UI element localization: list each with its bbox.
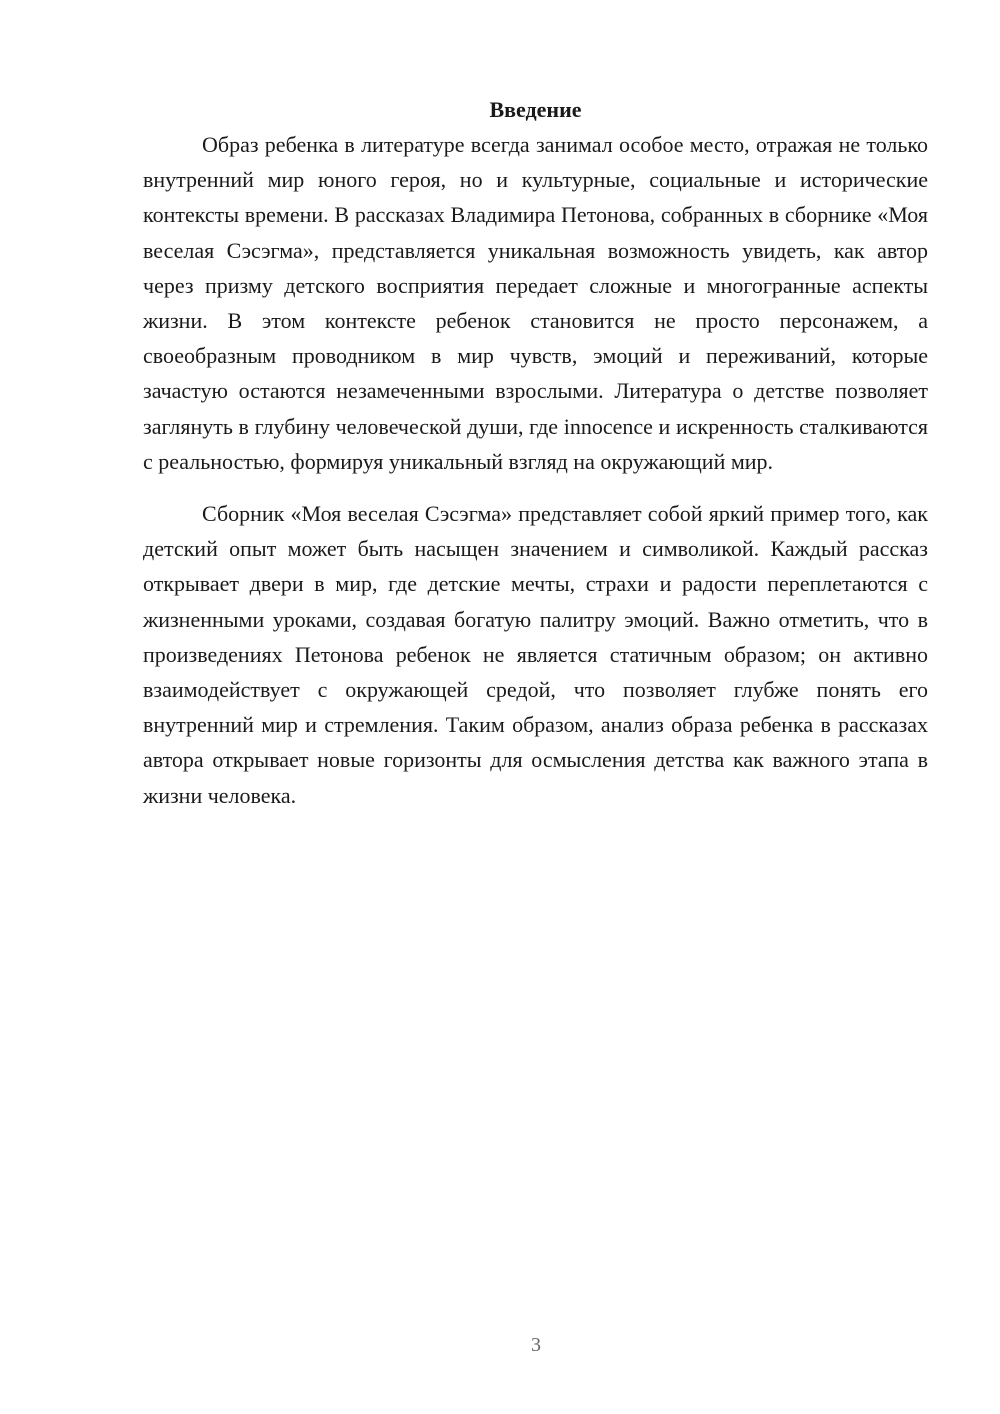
body-paragraph-1: Образ ребенка в литературе всегда занимал особое место, отражая не только внутренний мир юного героя, но и культурные, социальные и исторические контексты времени. В рассказах Владимира Петонова, собранных в сборнике «Моя веселая Сэсэгма», представляется уникальная возможность увидеть, как автор через призму детского восприятия передает сложные и многогранные аспекты жизни. В этом контексте ребенок становится не просто персонажем, а своеобразным проводником в мир чувств, эмоций и переживаний, которые зачастую остаются незамеченными взрослыми. Литература о детстве позволяет заглянуть в глубину человеческой души, где innocence и искренность сталкиваются с реальностью, формируя уникальный взгляд на окружающий мир.: [143, 132, 928, 474]
page-content: [143, 92, 928, 813]
body-paragraph-2: Сборник «Моя веселая Сэсэгма» представляет собой яркий пример того, как детский опыт может быть насыщен значением и символикой. Каждый рассказ открывает двери в мир, где детские мечты, страхи и радости переплетаются с жизненными уроками, создавая богатую палитру эмоций. Важно отметить, что в произведениях Петонова ребенок не является статичным образом; он активно взаимодействует с окружающей средой, что позволяет глубже понять его внутренний мир и стремления. Таким образом, анализ образа ребенка в рассказах автора открывает новые горизонты для осмысления детства как важного этапа в жизни человека.: [143, 501, 928, 808]
section-heading: Введение: [489, 97, 582, 122]
page-number: 3: [531, 1334, 541, 1356]
